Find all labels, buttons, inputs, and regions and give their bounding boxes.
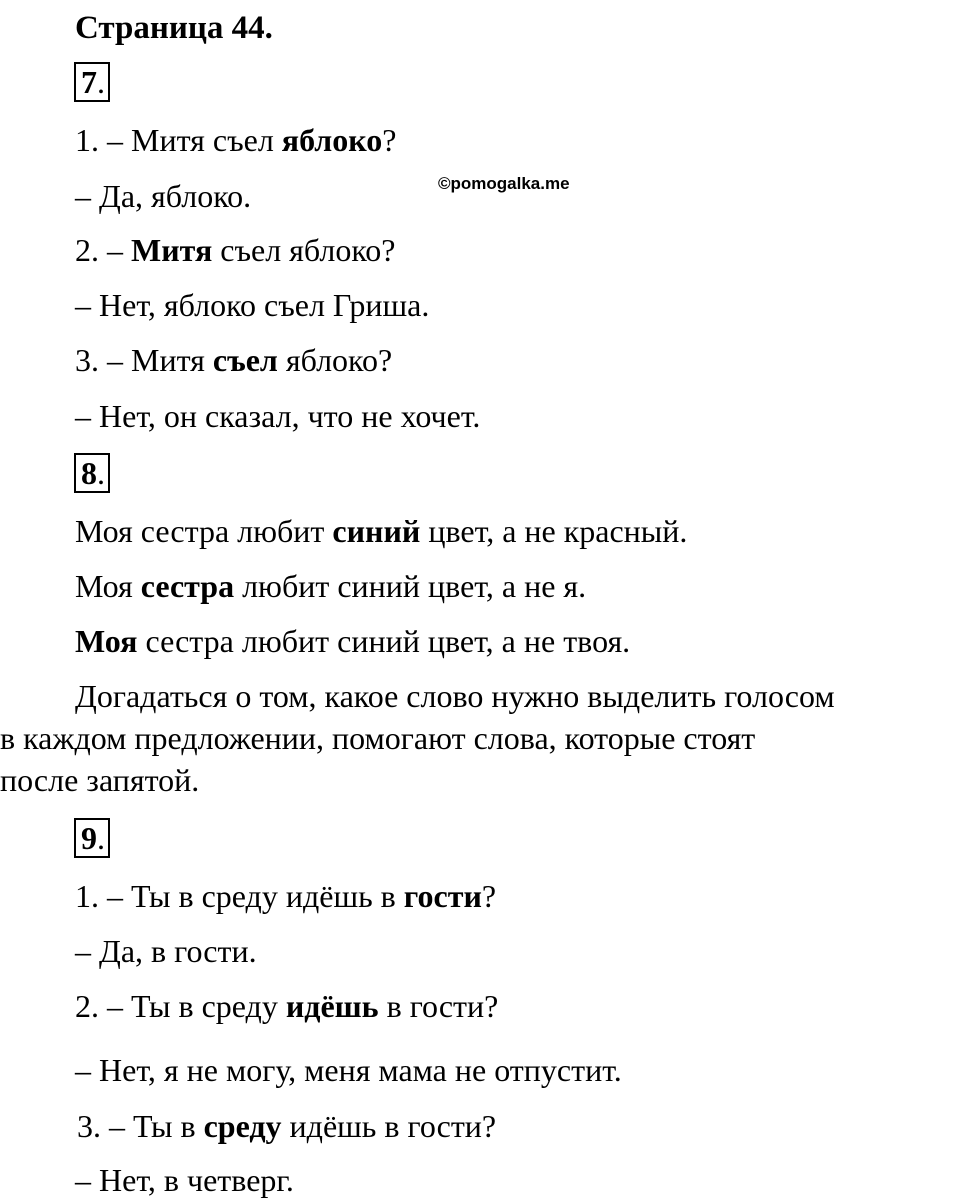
- exercise-9-number: 9: [81, 820, 97, 856]
- exercise-8-paragraph-line-2: в каждом предложении, помогают слова, которые стоят: [0, 720, 756, 756]
- exercise-8-paragraph-line-3: после запятой.: [0, 762, 200, 798]
- exercise-8-line-2: Моя сестра любит синий цвет, а не я.: [75, 568, 587, 604]
- exercise-9-line-6: – Нет, в четверг.: [75, 1162, 294, 1198]
- exercise-9-line-1: 1. – Ты в среду идёшь в гости?: [75, 878, 497, 914]
- watermark: ©pomogalka.me: [438, 174, 570, 193]
- exercise-9-line-3: 2. – Ты в среду идёшь в гости?: [75, 988, 499, 1024]
- exercise-7-line-4: – Нет, яблоко съел Гриша.: [75, 287, 430, 323]
- exercise-8-paragraph-line-1: Догадаться о том, какое слово нужно выделить голосом: [75, 678, 835, 714]
- exercise-9-number-box: 9 .: [74, 818, 110, 858]
- exercise-7-line-3: 2. – Митя съел яблоко?: [75, 232, 396, 268]
- exercise-9-line-5: 3. – Ты в среду идёшь в гости?: [77, 1108, 497, 1144]
- exercise-9-line-2: – Да, в гости.: [75, 933, 257, 969]
- exercise-8-line-3: Моя сестра любит синий цвет, а не твоя.: [75, 623, 631, 659]
- exercise-7-line-5: 3. – Митя съел яблоко?: [75, 342, 393, 378]
- exercise-7-line-1: 1. – Митя съел яблоко?: [75, 122, 397, 158]
- exercise-7-number: 7: [81, 64, 97, 100]
- exercise-7-line-6: – Нет, он сказал, что не хочет.: [75, 398, 481, 434]
- page-title: Страница 44.: [75, 10, 273, 46]
- exercise-9-line-4: – Нет, я не могу, меня мама не отпустит.: [75, 1052, 622, 1088]
- exercise-8-number-box: 8 .: [74, 453, 110, 493]
- exercise-8-line-1: Моя сестра любит синий цвет, а не красный.: [75, 513, 688, 549]
- exercise-8-number: 8: [81, 455, 97, 491]
- exercise-7-number-box: 7 .: [74, 62, 110, 102]
- exercise-7-line-2: – Да, яблоко.: [75, 178, 252, 214]
